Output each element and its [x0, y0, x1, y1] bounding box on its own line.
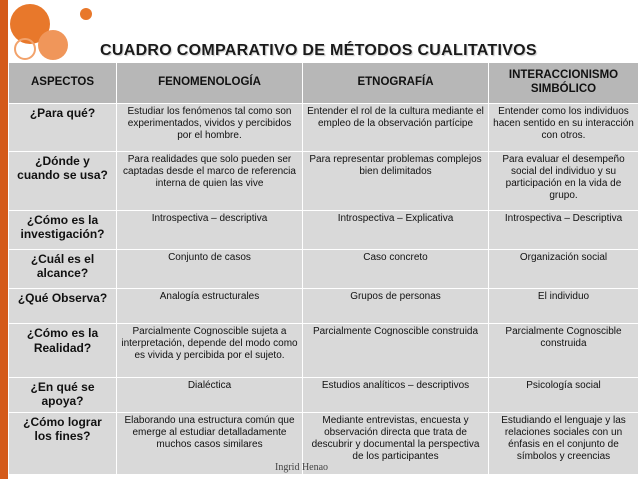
orange-circle-small	[80, 8, 92, 20]
table-cell: Parcialmente Cognoscible construida	[303, 324, 489, 378]
table-cell: El individuo	[489, 289, 638, 324]
aspect-cell: ¿Qué Observa?	[9, 289, 117, 324]
table-row	[9, 249, 638, 288]
header-interaccionismo: INTERACCIONISMO SIMBÓLICO	[489, 63, 638, 104]
aspect-cell: ¿Para qué?	[9, 104, 117, 151]
table-cell: Introspectiva – Explicativa	[303, 210, 489, 249]
header-aspectos: ASPECTOS	[9, 63, 117, 104]
table-cell: Para representar problemas complejos bien delimitados	[303, 151, 489, 210]
table-cell: Para realidades que solo pueden ser captadas desde el marco de referencia interna de quien las vive	[117, 151, 303, 210]
comparison-table	[8, 62, 638, 475]
aspect-cell: ¿Cuál es el alcance?	[9, 249, 117, 288]
table-cell: Para evaluar el desempeño social del individuo y su participación en la vida de grupo.	[489, 151, 638, 210]
table-row	[9, 377, 638, 412]
table-cell: Grupos de personas	[303, 289, 489, 324]
table-cell: Introspectiva – descriptiva	[117, 210, 303, 249]
aspect-cell: ¿Dónde y cuando se usa?	[9, 151, 117, 210]
table-cell: Parcialmente Cognoscible construida	[489, 324, 638, 378]
table-cell: Dialéctica	[117, 377, 303, 412]
table-cell: Elaborando una estructura común que emerge al estudiar detalladamente muchos casos similares	[117, 412, 303, 474]
table-cell: Estudiando el lenguaje y las relaciones sociales con un énfasis en el conjunto de símbolos y creencias	[489, 412, 638, 474]
orange-circle-medium	[38, 30, 68, 60]
table-cell: Analogía estructurales	[117, 289, 303, 324]
header-fenomenologia: FENOMENOLOGÍA	[117, 63, 303, 104]
orange-circle-ring	[14, 38, 36, 60]
table-cell: Entender el rol de la cultura mediante el empleo de la observación partícipe	[303, 104, 489, 151]
table-cell: Psicología social	[489, 377, 638, 412]
table-row	[9, 104, 638, 151]
aspect-cell: ¿En qué se apoya?	[9, 377, 117, 412]
aspect-cell: ¿Cómo lograr los fines?	[9, 412, 117, 474]
table-cell: Caso concreto	[303, 249, 489, 288]
table-cell: Organización social	[489, 249, 638, 288]
table-cell: Conjunto de casos	[117, 249, 303, 288]
table-cell: Estudiar los fenómenos tal como son experimentados, vividos y percibidos por el hombre.	[117, 104, 303, 151]
header-etnografia: ETNOGRAFÍA	[303, 63, 489, 104]
table-cell: Parcialmente Cognoscible sujeta a interpretación, depende del modo como es vivida y percibida por el sujeto.	[117, 324, 303, 378]
table-row	[9, 210, 638, 249]
table-cell: Mediante entrevistas, encuesta y observación directa que trata de descubrir y documental la perspectiva de los participantes	[303, 412, 489, 474]
aspect-cell: ¿Cómo es la Realidad?	[9, 324, 117, 378]
table-header-row	[9, 63, 638, 104]
table-cell: Entender como los individuos hacen sentido en su interacción con otros.	[489, 104, 638, 151]
table-cell: Introspectiva – Descriptiva	[489, 210, 638, 249]
page-title: CUADRO COMPARATIVO DE MÉTODOS CUALITATIVOS	[100, 42, 537, 59]
table-row	[9, 151, 638, 210]
table-cell: Estudios analíticos – descriptivos	[303, 377, 489, 412]
table-row	[9, 289, 638, 324]
accent-sidebar	[0, 0, 8, 479]
aspect-cell: ¿Cómo es la investigación?	[9, 210, 117, 249]
footer-author: Ingrid Henao	[275, 462, 329, 473]
table-row	[9, 324, 638, 378]
